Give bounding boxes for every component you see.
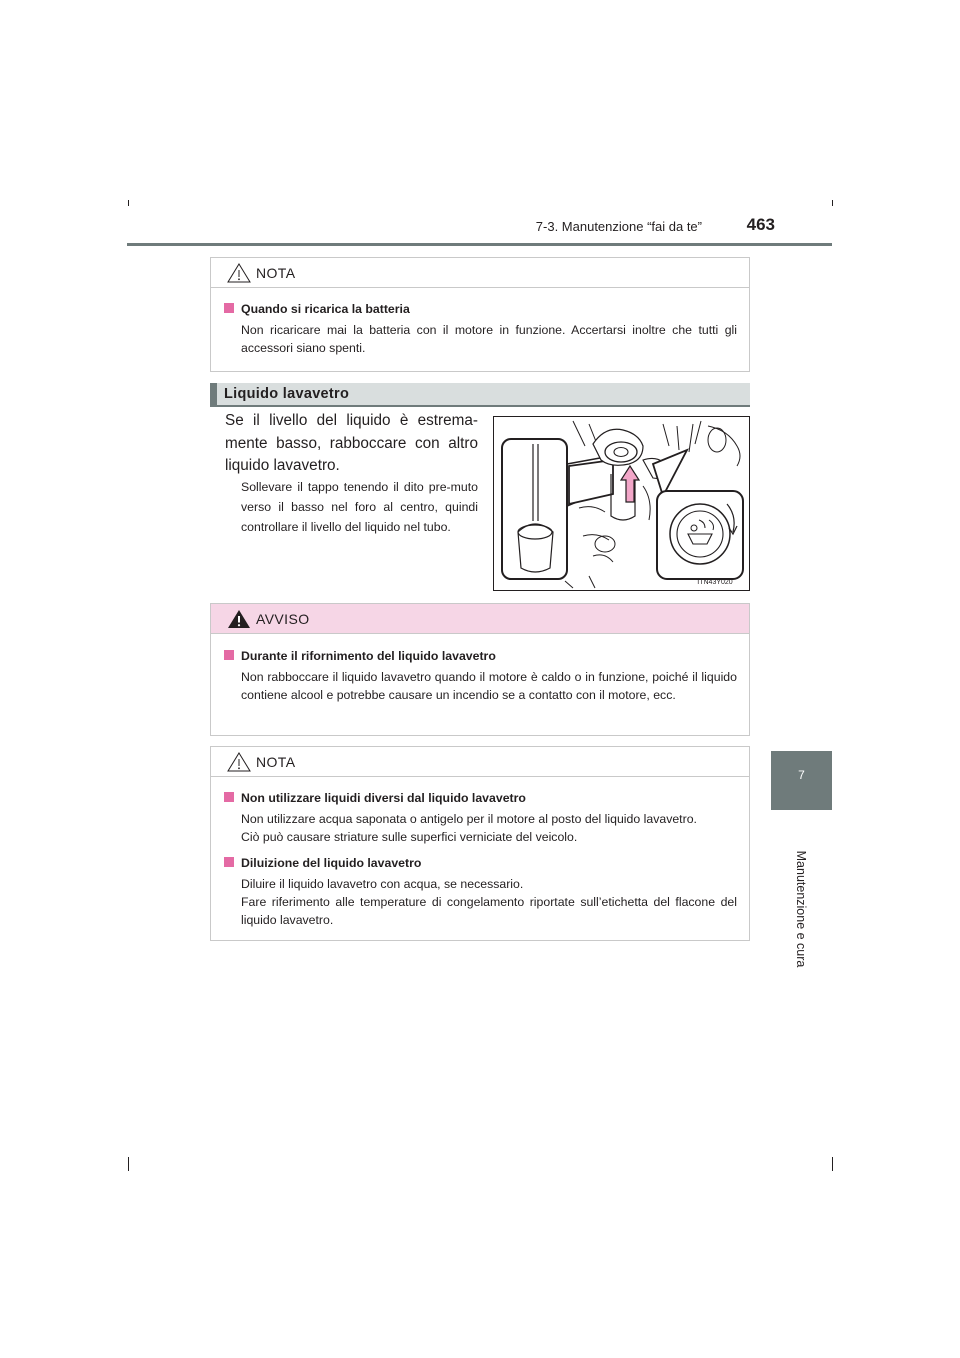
- step-paragraph: Sollevare il tappo tenendo il dito pre-muto verso il basso nel foro al centro, quindi controllare il livello del liquido nel tubo.: [241, 480, 478, 534]
- square-bullet-icon: [224, 650, 234, 660]
- note-item-text: Diluire il liquido lavavetro con acqua, se necessario. Fare riferimento alle temperature di congelamento riportate sull’etichetta del flacone del liquido lavavetro.: [241, 877, 737, 927]
- intro-paragraph: Se il livello del liquido è estrema-mente basso, rabboccare con altro liquido lavavetro.: [225, 412, 478, 474]
- header-rule: [127, 243, 832, 246]
- note-box: [210, 746, 750, 941]
- warning-title: AVVISO: [256, 611, 310, 627]
- washer-reservoir-illustration: [493, 416, 750, 591]
- page-number: 463: [746, 215, 775, 234]
- section-accent: [210, 383, 217, 407]
- note-box: [210, 257, 750, 372]
- square-bullet-icon: [224, 303, 234, 313]
- note-item-heading: Diluizione del liquido lavavetro: [241, 856, 422, 870]
- warning-header: [211, 604, 749, 634]
- note-item-heading: Quando si ricarica la batteria: [241, 302, 410, 316]
- warning-item-text: Non rabboccare il liquido lavavetro quando il motore è caldo o in funzione, poiché il liquido contiene alcool e potrebbe causare un incendio se a contatto con il motore, ecc.: [241, 670, 737, 702]
- note-item: [211, 789, 749, 846]
- caution-triangle-icon: [227, 752, 251, 777]
- note-title: NOTA: [256, 265, 296, 281]
- chapter-title: Manutenzione e cura: [794, 850, 808, 968]
- note-item: [211, 300, 749, 357]
- note-item-heading: Non utilizzare liquidi diversi dal liquido lavavetro: [241, 791, 526, 805]
- note-item-text: Non ricaricare mai la batteria con il motore in funzione. Accertarsi inoltre che tutti gli accessori siano spenti.: [241, 323, 737, 355]
- warning-item: [211, 647, 749, 704]
- warning-box: [210, 603, 750, 736]
- square-bullet-icon: [224, 857, 234, 867]
- crop-mark: [832, 1157, 833, 1171]
- note-title: NOTA: [256, 754, 296, 770]
- section-heading: [210, 383, 750, 407]
- warning-triangle-icon: [227, 609, 251, 634]
- chapter-number: 7: [798, 768, 805, 782]
- note-header: [211, 258, 749, 288]
- crop-mark: [128, 1157, 129, 1171]
- crop-mark: [128, 200, 129, 206]
- caution-triangle-icon: [227, 263, 251, 288]
- note-item-text: Non utilizzare acqua saponata o antigelo per il motore al posto del liquido lavavetro. Ciò può causare striature sulle superfici verniciate del veicolo.: [241, 812, 697, 844]
- section-title: Liquido lavavetro: [224, 386, 350, 402]
- square-bullet-icon: [224, 792, 234, 802]
- section-label: 7-3. Manutenzione “fai da te”: [535, 219, 702, 234]
- warning-item-heading: Durante il rifornimento del liquido lavavetro: [241, 649, 496, 663]
- crop-mark: [832, 200, 833, 206]
- note-header: [211, 747, 749, 777]
- figure-code: ITN43Y020: [697, 579, 733, 586]
- note-item: [211, 854, 749, 929]
